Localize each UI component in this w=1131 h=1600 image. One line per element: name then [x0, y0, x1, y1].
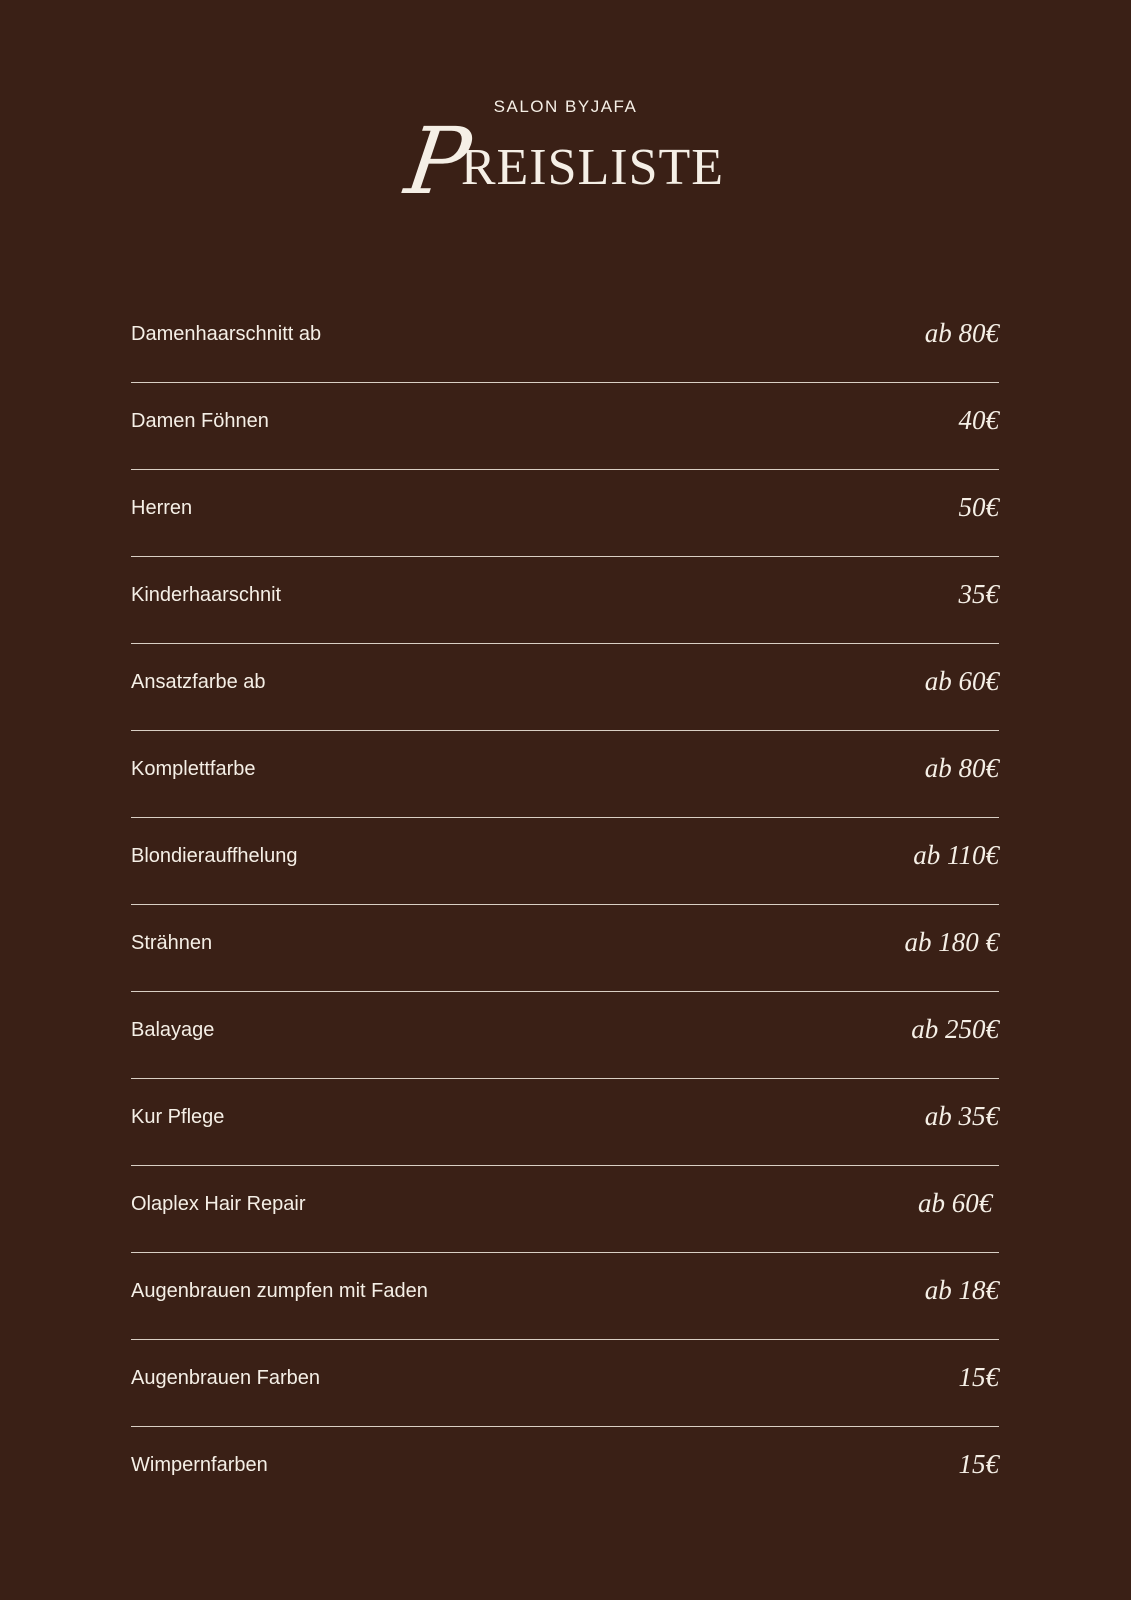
- price-row: [131, 818, 999, 905]
- service-price: 50€: [958, 492, 999, 522]
- service-name: Augenbrauen zumpfen mit Faden: [131, 1280, 428, 1302]
- page-title: [0, 108, 1131, 215]
- service-price: ab 60€: [924, 666, 999, 696]
- service-price: ab 110€: [913, 840, 999, 870]
- price-row: [131, 383, 999, 470]
- service-price: ab 60€: [918, 1188, 999, 1218]
- service-name: Kinderhaarschnit: [131, 584, 282, 606]
- service-name: Balayage: [131, 1019, 215, 1041]
- service-price: ab 18€: [924, 1275, 999, 1305]
- price-row: [131, 1253, 999, 1340]
- service-name: Olaplex Hair Repair: [131, 1193, 306, 1215]
- price-row: [131, 1166, 999, 1253]
- price-row: [131, 1079, 999, 1166]
- service-price: 15€: [958, 1449, 999, 1479]
- service-name: Strähnen: [131, 932, 213, 954]
- service-name: Damen Föhnen: [131, 410, 269, 432]
- brand-name: SALON BYJAFA: [493, 97, 638, 116]
- service-name: Wimpernfarben: [131, 1454, 268, 1476]
- service-name: Herren: [131, 497, 193, 519]
- service-name: Augenbrauen Farben: [131, 1367, 321, 1389]
- price-row: [131, 557, 999, 644]
- price-row: [131, 905, 999, 992]
- service-price: 15€: [958, 1362, 999, 1392]
- service-name: Ansatzfarbe ab: [131, 671, 266, 693]
- service-name: Damenhaarschnitt ab: [131, 323, 322, 345]
- service-name: Blondierauffhelung: [131, 845, 298, 867]
- price-row: [131, 1340, 999, 1427]
- service-price: ab 35€: [924, 1101, 999, 1131]
- price-row: [131, 296, 999, 383]
- service-price: 40€: [958, 405, 999, 435]
- price-row: [131, 1427, 999, 1513]
- service-price: ab 80€: [924, 318, 999, 348]
- page-title-initial: P: [399, 108, 477, 215]
- service-price: ab 180 €: [904, 927, 999, 957]
- service-price: 35€: [958, 579, 999, 609]
- price-list: [131, 296, 999, 1513]
- price-row: [131, 731, 999, 818]
- service-price: ab 250€: [911, 1014, 999, 1044]
- price-row: [131, 992, 999, 1079]
- price-row: [131, 470, 999, 557]
- price-row: [131, 644, 999, 731]
- service-name: Komplettfarbe: [131, 758, 256, 780]
- service-name: Kur Pflege: [131, 1106, 225, 1128]
- service-price: ab 80€: [924, 753, 999, 783]
- page-title-rest: REISLISTE: [460, 139, 725, 196]
